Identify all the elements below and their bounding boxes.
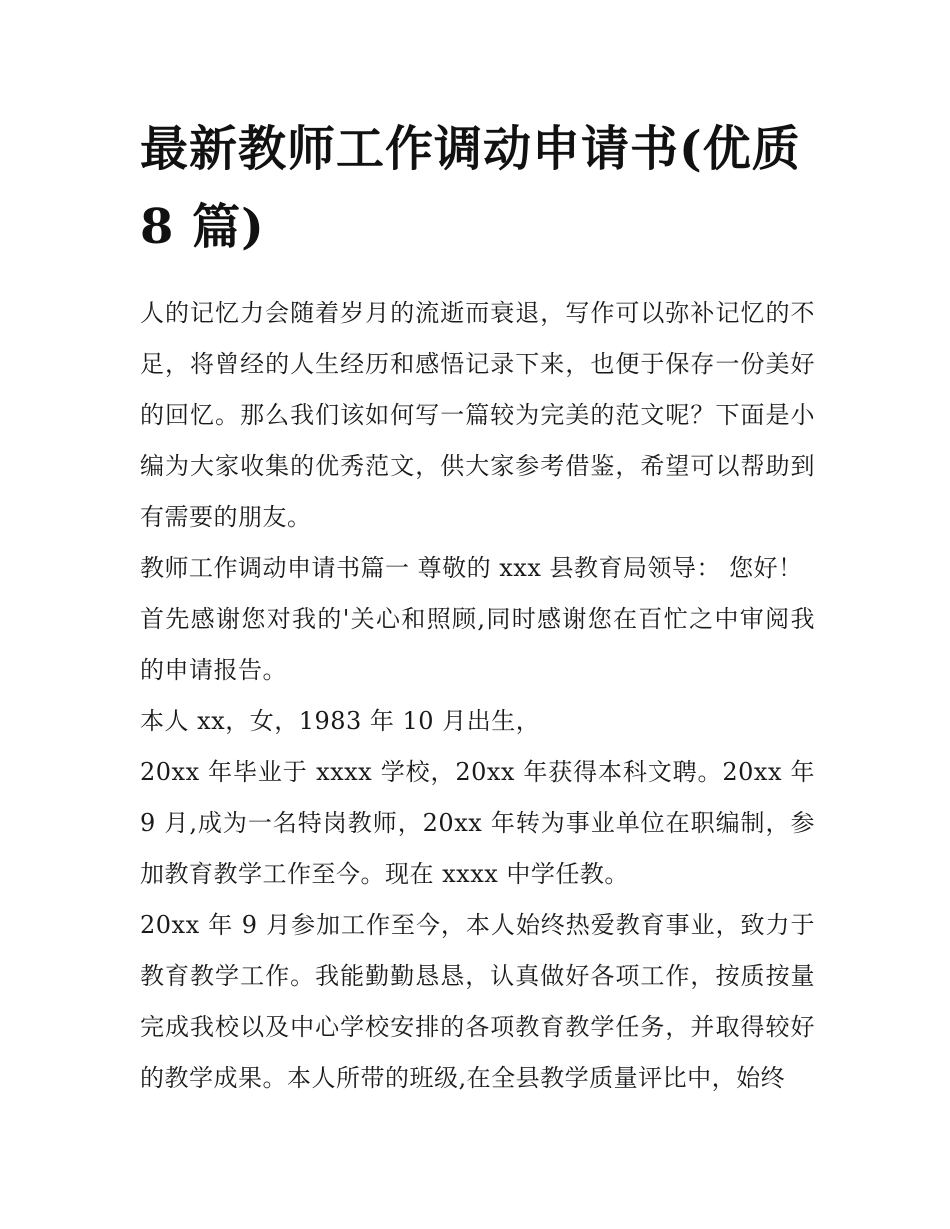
paragraph-education-history: 20xx 年毕业于 xxxx 学校，20xx 年获得本科文聘。20xx 年 9 月,成为一名特岗教师，20xx 年转为事业单位在职编制，参加教育教学工作至今。现在 xxxx 中学任教。 [140, 758, 815, 888]
document-body [140, 288, 815, 1104]
document-page [140, 110, 815, 1104]
paragraph-salutation: 教师工作调动申请书篇一 尊敬的 xxx 县教育局领导： 您好！ [140, 554, 803, 582]
document-title: 最新教师工作调动申请书(优质 8 篇) [140, 121, 801, 255]
paragraph-thanks: 首先感谢您对我的'关心和照顾,同时感谢您在百忙之中审阅我的申请报告。 [140, 605, 815, 684]
paragraph-intro: 人的记忆力会随着岁月的流逝而衰退，写作可以弥补记忆的不足，将曾经的人生经历和感悟记录下来，也便于保存一份美好的回忆。那么我们该如何写一篇较为完美的范文呢？下面是小编为大家收集的优秀范文，供大家参考借鉴，希望可以帮助到有需要的朋友。 [140, 299, 815, 531]
paragraph-work-history: 20xx 年 9 月参加工作至今，本人始终热爱教育事业，致力于教育教学工作。我能勤勤恳恳，认真做好各项工作，按质按量完成我校以及中心学校安排的各项教育教学任务，并取得较好的教学成果。本人所带的班级,在全县教学质量评比中，始终 [140, 911, 815, 1092]
paragraph-personal-info: 本人 xx，女，1983 年 10 月出生， [140, 707, 541, 735]
